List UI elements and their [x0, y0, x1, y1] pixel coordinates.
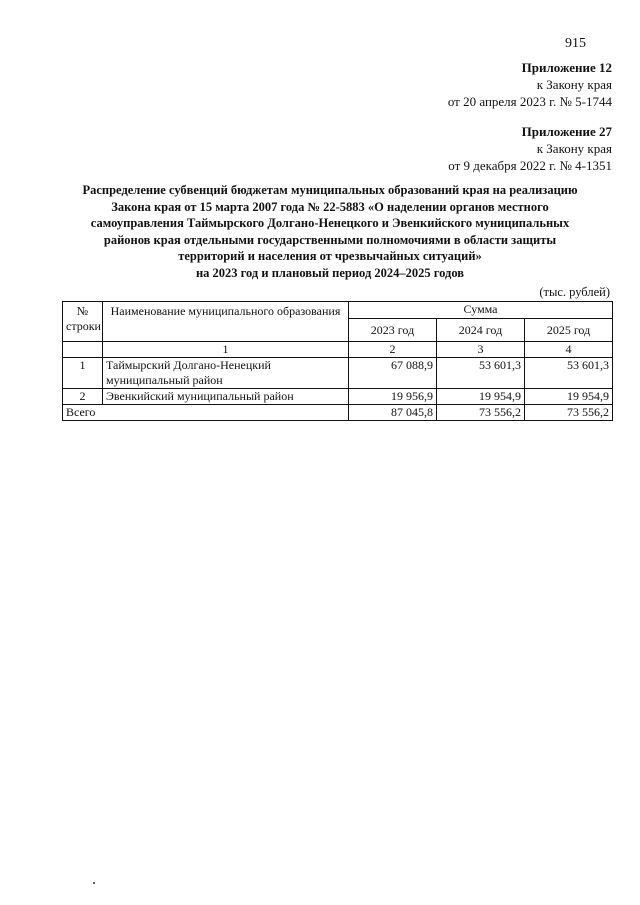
appendix-12-line1: к Закону края [536, 77, 612, 92]
column-number [63, 342, 103, 358]
column-number: 4 [525, 342, 613, 358]
appendix-27-title: Приложение 27 [521, 124, 612, 139]
row-num: 2 [63, 389, 103, 405]
header-name: Наименование муниципального образования [103, 302, 349, 342]
row-value-2025: 53 601,3 [525, 358, 613, 389]
scan-speck [93, 882, 95, 884]
header-row [63, 302, 613, 319]
subsidy-table [62, 301, 613, 421]
appendix-27-block [448, 123, 612, 174]
column-number: 3 [437, 342, 525, 358]
header-year-2025: 2025 год [525, 319, 613, 342]
row-value-2024: 53 601,3 [437, 358, 525, 389]
header-year-2023: 2023 год [349, 319, 437, 342]
title-line: самоуправления Таймырского Долгано-Ненецкого и Эвенкийского муниципальных [90, 216, 570, 231]
appendix-27-line2: от 9 декабря 2022 г. № 4-1351 [448, 158, 612, 173]
total-value-2025: 73 556,2 [525, 405, 613, 421]
title-line: районов края отдельными государственными полномочиями в области защиты [103, 232, 557, 247]
row-name: Эвенкийский муниципальный район [103, 389, 349, 405]
title-line: территорий и населения от чрезвычайных ситуаций» [178, 249, 482, 264]
appendix-27-line1: к Закону края [536, 141, 612, 156]
header-sum: Сумма [349, 302, 613, 319]
total-value-2024: 73 556,2 [437, 405, 525, 421]
table-row [63, 358, 613, 389]
title-line: на 2023 год и плановый период 2024–2025 годов [195, 265, 465, 280]
row-name: Таймырский Долгано-Ненецкий муниципальный район [103, 358, 349, 389]
title-line: Распределение субвенций бюджетам муниципальных образований края на реализацию [82, 183, 578, 197]
total-row [63, 405, 613, 421]
column-number-row [63, 342, 613, 358]
row-value-2025: 19 954,9 [525, 389, 613, 405]
units-label: (тыс. рублей) [539, 285, 610, 299]
total-label: Всего [63, 405, 349, 421]
header-num: № строки [63, 302, 103, 342]
total-value-2023: 87 045,8 [349, 405, 437, 421]
header-year-2024: 2024 год [437, 319, 525, 342]
appendix-12-block [448, 59, 612, 110]
page-number: 915 [565, 36, 586, 51]
row-value-2023: 67 088,9 [349, 358, 437, 389]
column-number: 2 [349, 342, 437, 358]
document-title [60, 182, 600, 282]
title-line: Закона края от 15 марта 2007 года № 22-5883 «О наделении органов местного [111, 199, 549, 214]
appendix-12-title: Приложение 12 [521, 60, 612, 75]
row-num: 1 [63, 358, 103, 389]
appendix-12-line2: от 20 апреля 2023 г. № 5-1744 [447, 94, 612, 109]
row-value-2023: 19 956,9 [349, 389, 437, 405]
table-row [63, 389, 613, 405]
row-value-2024: 19 954,9 [437, 389, 525, 405]
column-number: 1 [103, 342, 349, 358]
